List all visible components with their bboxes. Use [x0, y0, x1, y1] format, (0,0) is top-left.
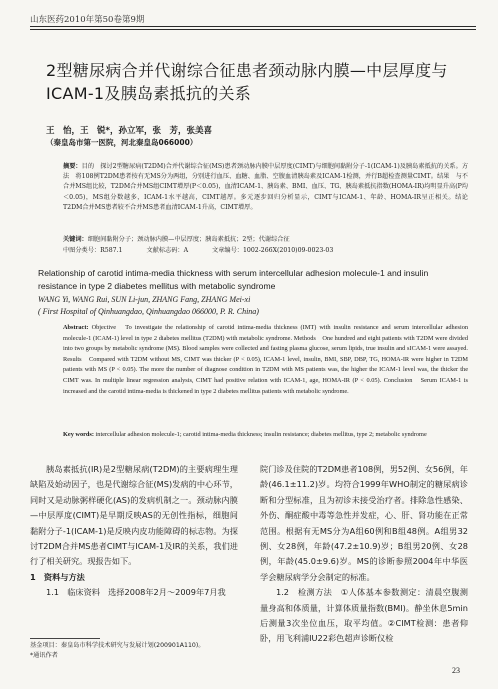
abstract-cn-text: 目的 探讨2型糖尿病(T2DM)合并代谢综合征(MS)患者颈动脉内膜中层厚度(CIMT)与细胞间黏附分子-1(ICAM-1)及胰岛素抵抗的关系。方法 将108例T2DM患者按有无MS分为两组，分别进行血压、血糖、血脂、空腹血清胰岛素及ICAM-1检测，并行B超检查测量CIMT。结果 与不合并MS组比较，T2DM合并MS组CIMT增厚(P＜0.05)，血清ICAM-1、胰岛素、BMI、血压、TG、胰岛素抵抗指数(HOMA-IR)均明显升高(P均＜0.05)，MS组分数越多，ICAM-1水平越高，CIMT越厚。多元逐步回归分析显示，CIMT与ICAM-1、年龄、HOMA-IR呈正相关。结论 T2DM合并MS患者较不合并MS患者血清ICAM-1升高，CIMT增厚。: [63, 163, 475, 211]
keywords-en-text: intercellular adhesion molecule-1; carotid intima-media thickness; insulin resistance; diabetes mellitus, type 2; metabolic syndrome: [93, 431, 427, 438]
intro-paragraph: 胰岛素抵抗(IR)是2型糖尿病(T2DM)的主要病理生理缺陷及始动因子，也是代谢综合征(MS)发病的中心环节，同时又是动脉粥样硬化(AS)的发病机制之一。颈动脉内膜—中层厚度(CIMT)是早期反映AS的无创性指标，细胞间黏附分子-1(ICAM-1)是反映内皮功能障碍的标志物。为探讨T2DM合并MS患者CIMT与ICAM-1及IR的关系，我们进行了相关研究。现报告如下。: [30, 464, 238, 567]
footnote-rule: [30, 638, 100, 639]
subsection-paragraph: 1.1 临床资料 选择2008年2月～2009年7月我: [46, 587, 226, 598]
affiliation-cn: （秦皇岛市第一医院，河北秦皇岛066000）: [46, 138, 198, 147]
materials-paragraph: 院门诊及住院的T2DM患者108例，男52例、女56例，年龄(46.1±11.2)岁。均符合1999年WHO制定的糖尿病诊断和分型标准，且为初诊未接受治疗者。排除急性感染、外伤、酮症酸中毒等急性并发症，心、肝、肾功能在正常范围。根据有无MS分为A组60例和B组48例。A组男32例、女28例，年龄(47.2±10.9)岁；B组男20例、女28例，年龄(45.0±9.6)岁。MS的诊断参照2004年中华医学会糖尿病学分会制定的标准。: [260, 464, 468, 582]
page-number: 23: [452, 666, 460, 675]
footnote: [30, 641, 238, 660]
abstract-cn-label: 摘要：: [63, 163, 82, 170]
keywords-cn-label: 关键词：: [63, 236, 88, 243]
article-title-cn: 2型糖尿病合并代谢综合征患者颈动脉内膜—中层厚度与ICAM-1及胰岛素抵抗的关系: [46, 61, 448, 103]
clc-number: 中图分类号：R587.1: [63, 247, 123, 254]
article-title-en: Relationship of carotid intima-media thickness with serum intercellular adhesion molecule-1 and insulin resistance in type 2 diabetes mellitus with metabolic syndrome: [38, 268, 429, 291]
keywords-en-label: Key words:: [63, 431, 94, 438]
section-heading: 1 资料与方法: [30, 571, 85, 582]
corresponding-author-note: *通讯作者: [30, 651, 58, 659]
methods-paragraph: 1.2 检测方法 ①人体基本参数测定：清晨空腹测量身高和体质量，计算体质量指数(BMI)。静坐休息5min后测量3次坐位血压，取平均值。②CIMT检测：患者仰卧，用飞利浦IU22彩色超声诊断仪检: [260, 587, 468, 644]
abstract-en-label: Abstract:: [63, 324, 89, 331]
body-column-left: [30, 462, 238, 601]
article-number: 文章编号：1002-266X(2010)09-0023-03: [212, 247, 334, 254]
keywords-en: [63, 430, 468, 441]
fund-note: 基金项目：秦皇岛市科学技术研究与发展计划(200901A110)。: [30, 642, 205, 649]
classification-cn: [63, 245, 468, 254]
affiliation-en: ( First Hospital of Qinhuangdao, Qinhuangdao 066000, P. R. China): [38, 307, 259, 316]
authors-cn: 王 怡，王 锐*，孙立军，张 芳，张美喜: [46, 126, 212, 136]
body-column-right: [260, 462, 468, 647]
keywords-cn: [63, 234, 468, 243]
header-rule: [30, 26, 476, 27]
authors-en: WANG Yi, WANG Rui, SUN Li-jun, ZHANG Fang, ZHANG Mei-xi: [38, 295, 251, 304]
keywords-cn-text: 细胞间黏附分子；颈动脉内膜—中层厚度；胰岛素抵抗；2型；代谢综合征: [87, 236, 290, 243]
abstract-en: [63, 323, 468, 397]
document-code: 文献标志码：A: [146, 247, 189, 254]
header-rule-thin: [30, 29, 476, 30]
abstract-en-text: Objective To investigate the relationship of carotid intima-media thickness (IMT) with insulin resistance and serum intercellular adhesion molecule-1 (ICAM-1) level in type 2 diabetes mellitus (T2DM) with metabolic syndrome. Methods One hundred and eight patients with T2DM were divided into two groups by metabolic syndrome (MS). Blood samples were collected and fasting plasma glucose, serum lipids, true insulin and sICAM-1 were assayed. Results Compared with T2DM without MS, CIMT was thicker (P < 0.05), ICAM-1 level, insulin, BMI, SBP, DBP, TG, HOMA-IR were higher in T2DM patients with MS (P < 0.05). The more the number of diagnose condition in T2DM with MS patients was, the higher the ICAM-1 level was, the thicker the CIMT was. In multiple linear regression analysis, CIMT had positive relation with ICAM-1, age, HOMA-IR (P < 0.05). Conclusion Serum ICAM-1 is increased and the carotid intima-media is thickened in type 2 diabetes mellitus patients with metabolic syndrome.: [63, 324, 468, 395]
abstract-cn: [63, 162, 475, 213]
journal-header: 山东医药2010年第50卷第9期: [30, 15, 145, 25]
